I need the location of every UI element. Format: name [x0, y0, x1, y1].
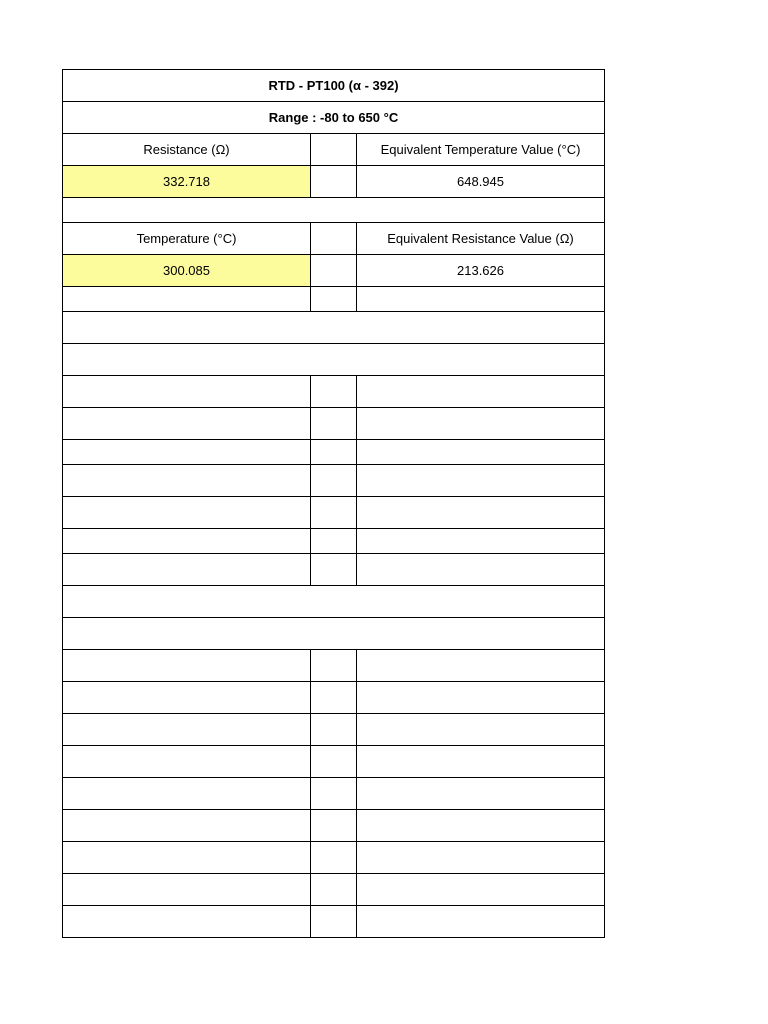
title-row	[63, 70, 605, 102]
empty-cell[interactable]	[357, 529, 605, 554]
empty-cell[interactable]	[63, 906, 311, 938]
empty-cell[interactable]	[63, 408, 311, 440]
empty-cell[interactable]	[63, 497, 311, 529]
empty-cell[interactable]	[357, 778, 605, 810]
empty-cell[interactable]	[357, 440, 605, 465]
empty-cell[interactable]	[63, 376, 311, 408]
empty-cell[interactable]	[311, 810, 357, 842]
spacer-cell[interactable]	[311, 166, 357, 198]
empty-row	[63, 682, 605, 714]
rtd-conversion-table	[62, 69, 605, 938]
empty-cell[interactable]	[311, 376, 357, 408]
section1-header-row	[63, 134, 605, 166]
temperature-input-cell[interactable]: 300.085	[63, 255, 311, 287]
empty-cell[interactable]	[311, 906, 357, 938]
empty-merged-row	[63, 618, 605, 650]
equivalent-temperature-header: Equivalent Temperature Value (°C)	[357, 134, 605, 166]
empty-cell[interactable]	[311, 465, 357, 497]
empty-cell[interactable]	[63, 554, 311, 586]
spacer-cell[interactable]	[311, 255, 357, 287]
empty-cell[interactable]	[63, 810, 311, 842]
empty-cell[interactable]	[311, 874, 357, 906]
empty-cell[interactable]	[311, 408, 357, 440]
empty-cell[interactable]	[311, 714, 357, 746]
empty-cell[interactable]	[357, 714, 605, 746]
empty-cell[interactable]	[311, 529, 357, 554]
empty-merged-row	[63, 344, 605, 376]
empty-row	[63, 376, 605, 408]
empty-cell[interactable]	[357, 682, 605, 714]
empty-row	[63, 440, 605, 465]
empty-cell[interactable]	[63, 714, 311, 746]
empty-cell[interactable]	[63, 778, 311, 810]
empty-row	[63, 810, 605, 842]
empty-row	[63, 778, 605, 810]
resistance-header: Resistance (Ω)	[63, 134, 311, 166]
empty-cell[interactable]	[357, 842, 605, 874]
empty-cell[interactable]	[357, 554, 605, 586]
empty-cell[interactable]	[311, 287, 357, 312]
empty-cell[interactable]	[357, 408, 605, 440]
empty-merged-cell[interactable]	[63, 312, 605, 344]
empty-cell[interactable]	[357, 465, 605, 497]
empty-cell[interactable]	[357, 746, 605, 778]
empty-cell[interactable]	[311, 554, 357, 586]
empty-cell[interactable]	[357, 287, 605, 312]
empty-cell[interactable]	[357, 874, 605, 906]
empty-cell[interactable]	[311, 650, 357, 682]
section2-header-row	[63, 223, 605, 255]
empty-cell[interactable]	[63, 746, 311, 778]
section2-value-row	[63, 255, 605, 287]
temperature-header: Temperature (°C)	[63, 223, 311, 255]
empty-cell[interactable]	[311, 842, 357, 874]
empty-merged-row	[63, 586, 605, 618]
resistance-input-cell[interactable]: 332.718	[63, 166, 311, 198]
empty-merged-cell[interactable]	[63, 344, 605, 376]
empty-cell[interactable]	[63, 874, 311, 906]
empty-row	[63, 714, 605, 746]
empty-cell[interactable]	[63, 440, 311, 465]
empty-cell[interactable]	[63, 287, 311, 312]
empty-cell[interactable]	[311, 440, 357, 465]
empty-merged-row	[63, 312, 605, 344]
spacer-cell[interactable]	[311, 223, 357, 255]
range-label: Range : -80 to 650 °C	[63, 102, 605, 134]
empty-cell[interactable]	[357, 497, 605, 529]
range-row	[63, 102, 605, 134]
empty-row	[63, 906, 605, 938]
empty-cell[interactable]	[311, 746, 357, 778]
empty-merged-cell[interactable]	[63, 586, 605, 618]
empty-cell[interactable]	[357, 810, 605, 842]
empty-row	[63, 287, 605, 312]
empty-cell[interactable]	[63, 842, 311, 874]
equivalent-temperature-value[interactable]: 648.945	[357, 166, 605, 198]
empty-cell[interactable]	[311, 682, 357, 714]
empty-cell[interactable]	[63, 529, 311, 554]
equivalent-resistance-value[interactable]: 213.626	[357, 255, 605, 287]
empty-row	[63, 874, 605, 906]
section1-value-row	[63, 166, 605, 198]
spacer-cell[interactable]	[311, 134, 357, 166]
empty-row	[63, 497, 605, 529]
table-title: RTD - PT100 (α - 392)	[63, 70, 605, 102]
separator-row	[63, 198, 605, 223]
empty-row	[63, 650, 605, 682]
empty-cell[interactable]	[63, 682, 311, 714]
empty-cell[interactable]	[311, 497, 357, 529]
empty-cell[interactable]	[357, 650, 605, 682]
empty-row	[63, 465, 605, 497]
empty-row	[63, 842, 605, 874]
empty-row	[63, 746, 605, 778]
empty-cell[interactable]	[311, 778, 357, 810]
empty-cell[interactable]	[357, 906, 605, 938]
empty-row	[63, 554, 605, 586]
empty-row	[63, 408, 605, 440]
empty-cell[interactable]	[357, 376, 605, 408]
empty-row	[63, 529, 605, 554]
empty-cell[interactable]	[63, 650, 311, 682]
empty-merged-cell[interactable]	[63, 198, 605, 223]
empty-cell[interactable]	[63, 465, 311, 497]
empty-merged-cell[interactable]	[63, 618, 605, 650]
equivalent-resistance-header: Equivalent Resistance Value (Ω)	[357, 223, 605, 255]
